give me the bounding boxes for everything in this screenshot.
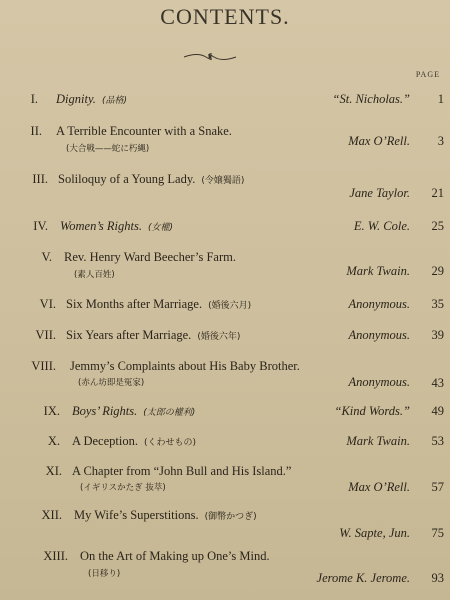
entry-number: XI. bbox=[45, 464, 62, 478]
entry-japanese-title: (婚後六月) bbox=[208, 301, 252, 311]
entry-japanese-title: (女權) bbox=[147, 223, 173, 233]
entry-number: IX. bbox=[43, 404, 60, 418]
entry-title: Six Months after Marriage. (婚後六月) bbox=[66, 297, 252, 311]
entry-page: 25 bbox=[431, 219, 444, 233]
entry-number: II. bbox=[30, 124, 42, 138]
entry-title: Soliloquy of a Young Lady. (令嬢獨語) bbox=[58, 172, 245, 186]
entry-page: 39 bbox=[431, 328, 444, 342]
entry-author: E. W. Cole. bbox=[353, 219, 410, 233]
entry-title: Jemmy’s Complaints about His Baby Brother. bbox=[70, 359, 300, 373]
entry-page: 21 bbox=[431, 186, 444, 200]
entry-page: 53 bbox=[431, 434, 444, 448]
entry-author: Jerome K. Jerome. bbox=[316, 571, 410, 585]
entry-title: Rev. Henry Ward Beecher’s Farm. bbox=[64, 250, 236, 264]
entry-page: 35 bbox=[431, 297, 444, 311]
entry-author: Mark Twain. bbox=[346, 434, 410, 448]
entry-japanese-title: (太郎の權利) bbox=[143, 408, 196, 418]
entry-japanese-title: (御幣かつぎ) bbox=[204, 512, 257, 522]
entry-page: 43 bbox=[431, 376, 444, 390]
entry-author: Anonymous. bbox=[348, 297, 410, 311]
entry-author: Max O’Rell. bbox=[348, 480, 410, 494]
entry-page: 3 bbox=[437, 134, 444, 148]
entry-japanese-title: (くわせもの) bbox=[143, 438, 196, 448]
entry-title: On the Art of Making up One’s Mind. bbox=[80, 549, 270, 563]
entry-author: Jane Taylor. bbox=[349, 186, 410, 200]
page-column-label: PAGE bbox=[415, 70, 440, 79]
entry-number: VIII. bbox=[31, 359, 56, 373]
entry-japanese-title: (令嬢獨語) bbox=[201, 176, 245, 186]
entry-japanese-title: (婚後六年) bbox=[197, 332, 241, 342]
entry-title: A Chapter from “John Bull and His Island.” bbox=[72, 464, 292, 478]
entry-number: XII. bbox=[41, 508, 62, 522]
entry-number: VI. bbox=[39, 297, 56, 311]
entry-japanese-subtitle: (素人百姓) bbox=[74, 270, 115, 280]
entry-number: III. bbox=[32, 172, 48, 186]
entry-number: V. bbox=[41, 250, 52, 264]
entry-number: XIII. bbox=[43, 549, 68, 563]
entry-japanese-subtitle: (大合戦——蛇に朽縄) bbox=[66, 144, 150, 154]
entry-author: “St. Nicholas.” bbox=[332, 92, 410, 106]
entry-title: Six Years after Marriage. (婚後六年) bbox=[66, 328, 241, 342]
entry-title: Women’s Rights. (女權) bbox=[60, 219, 173, 233]
entry-japanese-subtitle: (日移り) bbox=[88, 569, 121, 579]
page-title: CONTENTS. bbox=[160, 4, 290, 29]
entry-japanese-title: (品格) bbox=[101, 96, 127, 106]
entry-page: 75 bbox=[431, 526, 444, 540]
ornament-divider bbox=[180, 50, 240, 64]
entry-japanese-subtitle: (イギリスかたぎ 抜萃) bbox=[80, 483, 166, 493]
entry-author: Max O’Rell. bbox=[348, 134, 410, 148]
entry-title: My Wife’s Superstitions. (御幣かつぎ) bbox=[74, 508, 257, 522]
entry-japanese-subtitle: (赤ん坊即是冤家) bbox=[78, 378, 145, 388]
entry-title: Boys’ Rights. (太郎の權利) bbox=[72, 404, 196, 418]
entry-author: Mark Twain. bbox=[346, 264, 410, 278]
entry-page: 49 bbox=[431, 404, 444, 418]
entry-author: Anonymous. bbox=[348, 328, 410, 342]
entry-number: VII. bbox=[35, 328, 56, 342]
entry-title: Dignity. (品格) bbox=[56, 92, 127, 106]
entry-author: “Kind Words.” bbox=[334, 404, 410, 418]
entry-number: IV. bbox=[33, 219, 48, 233]
entry-author: Anonymous. bbox=[348, 375, 410, 389]
entry-page: 29 bbox=[431, 264, 444, 278]
entry-page: 93 bbox=[431, 571, 444, 585]
entry-author: W. Sapte, Jun. bbox=[339, 526, 410, 540]
entry-number: X. bbox=[47, 434, 60, 448]
entry-title: A Terrible Encounter with a Snake. bbox=[56, 124, 232, 138]
entry-page: 57 bbox=[431, 480, 444, 494]
entry-number: I. bbox=[30, 92, 38, 106]
entry-page: 1 bbox=[437, 92, 444, 106]
entry-title: A Deception. (くわせもの) bbox=[72, 434, 196, 448]
